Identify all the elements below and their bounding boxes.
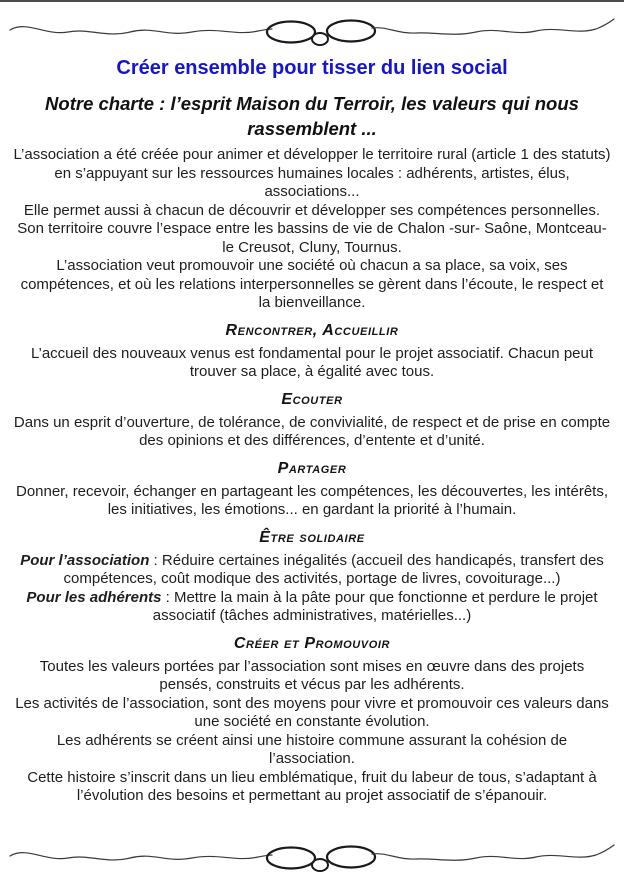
section-heading-ecouter: Ecouter <box>281 390 343 408</box>
top-flourish-divider <box>0 8 624 48</box>
flourish-icon <box>6 8 618 48</box>
section-paragraph: Cette histoire s’inscrit dans un lieu emblématique, fruit du labeur de tous, s’adaptant à l’évolution des besoins et permettant au projet associatif de s’épanouir. <box>27 768 597 804</box>
solidaire-item-text: : Réduire certaines inégalités (accueil des handicapés, transfert des compétences, coût modique des activités, portage de livres, covoiturage...) <box>63 551 604 587</box>
page-title: Créer ensemble pour tisser du lien social <box>116 57 508 79</box>
section-paragraph: Donner, recevoir, échanger en partageant les compétences, les découvertes, les intérêts, les initiatives, les émotions... en gardant la priorité à l’humain. <box>15 482 608 518</box>
section-creer-promouvoir <box>0 634 624 806</box>
section-partager <box>0 459 624 520</box>
top-border-rule <box>0 0 624 2</box>
intro-paragraph-1: L’association a été créée pour animer et développer le territoire rural (article 1 des statuts) en s’appuyant sur les ressources humaines locales : adhérents, artistes, élus, associations... <box>13 146 611 200</box>
solidaire-item-adherents <box>13 589 611 626</box>
charter-subtitle: Notre charte : l’esprit Maison du Terroir, les valeurs qui nous rassemblent ... <box>45 93 579 139</box>
section-heading-creer-promouvoir: Créer et Promouvoir <box>233 634 391 652</box>
section-paragraph: L’accueil des nouveaux venus est fondamental pour le projet associatif. Chacun peut trouver sa place, à égalité avec tous. <box>30 344 594 380</box>
section-etre-solidaire <box>0 528 624 626</box>
bottom-flourish-divider <box>0 834 624 874</box>
section-heading-etre-solidaire: Être solidaire <box>259 528 365 546</box>
section-paragraph: Dans un esprit d’ouverture, de tolérance, de convivialité, de respect et de prise en compte des opinions et des différences, d’entente et d’unité. <box>13 413 611 449</box>
section-paragraph: Les adhérents se créent ainsi une histoire commune assurant la cohésion de l’association. <box>56 731 568 767</box>
intro-paragraph-2: Elle permet aussi à chacun de découvrir et développer ses compétences personnelles. Son territoire couvre l’espace entre les bassins de vie de Chalon -sur- Saône, Montceau-le Creusot, Cluny, Tournus. <box>17 201 607 256</box>
section-paragraph: Les activités de l’association, sont des moyens pour vivre et promouvoir ces valeurs dans une société en constante évolution. <box>15 694 609 730</box>
flourish-icon <box>6 834 618 874</box>
section-ecouter <box>0 390 624 451</box>
section-heading-partager: Partager <box>277 459 347 477</box>
solidaire-item-label: Pour les adhérents <box>26 588 162 606</box>
solidaire-item-label: Pour l’association <box>20 551 150 569</box>
solidaire-item-text: : Mettre la main à la pâte pour que fonctionne et perdure le projet associatif (tâches administratives, matérielles...) <box>152 588 598 624</box>
section-rencontrer-accueillir <box>0 321 624 382</box>
section-heading-rencontrer: Rencontrer, Accueillir <box>225 321 399 339</box>
section-paragraph: Toutes les valeurs portées par l’association sont mises en œuvre dans des projets pensés, construits et vécus par les adhérents. <box>39 657 585 693</box>
intro-paragraph-3: L’association veut promouvoir une société où chacun a sa place, sa voix, ses compétences, et où les relations interpersonnelles se gèrent dans l’écoute, le respect et la bienveillance. <box>20 257 604 311</box>
solidaire-item-association <box>13 552 611 589</box>
